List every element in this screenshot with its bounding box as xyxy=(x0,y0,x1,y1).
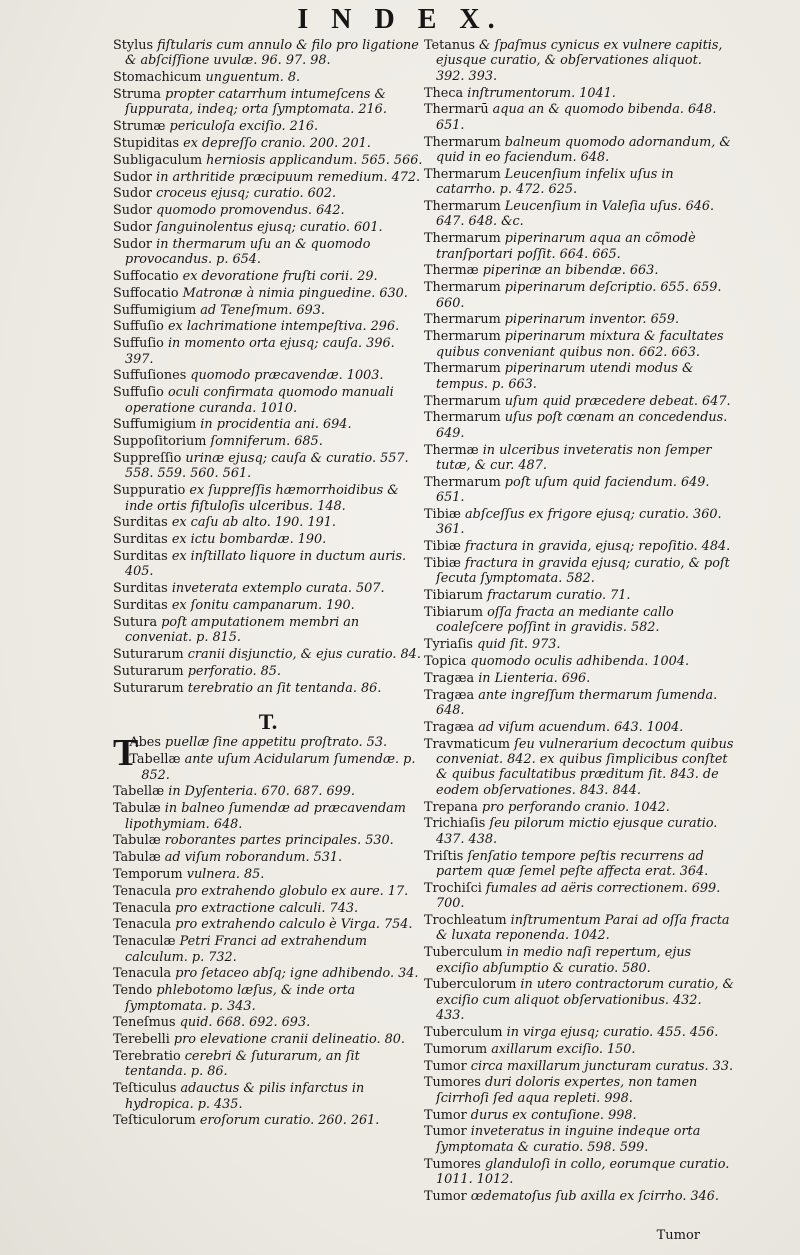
entry-headword: Thermæ xyxy=(424,263,479,279)
index-entry xyxy=(113,681,423,696)
index-entry xyxy=(113,901,423,916)
entry-description: abſceſſus ex frigore ejusq; curatio. 360. 361. xyxy=(436,507,722,538)
entry-description: in procidentia ani. 694. xyxy=(196,417,352,433)
entry-headword: Sudor xyxy=(113,203,153,219)
entry-description: pro extrahendo calculo è Virga. 754. xyxy=(171,917,413,933)
index-entry xyxy=(424,881,734,912)
entry-headword: Trepana xyxy=(424,799,478,815)
entry-headword: Struma xyxy=(113,87,162,102)
entry-headword: Sudor xyxy=(113,236,153,252)
index-entry xyxy=(113,220,423,235)
entry-description: axillarum exciſio. 150. xyxy=(487,1041,636,1057)
drop-cap: T xyxy=(113,732,139,775)
entry-description: uſum quid præcedere debeat. 647. xyxy=(500,393,731,409)
entry-headword: Theca xyxy=(424,85,464,101)
index-entry xyxy=(424,913,734,944)
index-entry xyxy=(424,539,734,554)
index-entry xyxy=(113,186,423,201)
index-entry xyxy=(113,303,423,318)
index-entry xyxy=(424,688,734,719)
entry-description: quomodo promovendus. 642. xyxy=(152,203,345,219)
entry-description: ante ingreſſum thermarum ſumenda. 648. xyxy=(436,687,718,719)
index-entry xyxy=(113,917,423,932)
index-entry xyxy=(424,86,734,101)
entry-headword: Teſticulorum xyxy=(113,1113,196,1129)
index-entry xyxy=(113,784,423,799)
entry-headword: Surditas xyxy=(113,532,168,548)
entry-headword: Tumor xyxy=(424,1188,467,1204)
entry-headword: Sudor xyxy=(113,186,153,202)
index-entry xyxy=(113,434,423,449)
entry-description: Leucenſium in Valeſia uſus. 646. 647. 648. &c. xyxy=(436,199,715,230)
index-entry xyxy=(113,286,423,301)
entry-headword: Surditas xyxy=(113,548,168,564)
left-t-entry-list xyxy=(113,732,423,1129)
page-header: I N D E X. xyxy=(297,4,503,35)
entry-headword: Suppuratio xyxy=(113,483,186,499)
index-entry xyxy=(424,945,734,976)
entry-headword: Tibiæ xyxy=(424,507,461,523)
entry-headword: Thermarum xyxy=(424,280,501,296)
index-entry xyxy=(113,1049,423,1080)
entry-description: ſeu pilorum mictio ejusque curatio. 437. 438. xyxy=(436,816,718,847)
index-entry xyxy=(424,816,734,847)
entry-headword: Thermarum xyxy=(424,231,501,247)
entry-description: inſtrumentorum. 1041. xyxy=(463,85,616,101)
left-entry-list xyxy=(113,38,423,696)
entry-description: piperinarum deſcriptio. 655. 659. 660. xyxy=(436,280,722,311)
entry-description: ſeu vulnerarium decoctum quibus conveniat. 842. ex quibus ſimplicibus conſtet & quibus facultatibus præditum ſit. 843. de eodem obſervationes. 843. 844. xyxy=(436,736,734,798)
left-column xyxy=(113,38,423,1130)
index-entry xyxy=(113,203,423,218)
entry-description: unguentum. 8. xyxy=(201,70,301,86)
entry-description: piperinarum utendi modus & tempus. p. 663. xyxy=(436,361,694,392)
entry-headword: Thermarum xyxy=(424,199,501,215)
entry-description: quid ſit. 973. xyxy=(473,637,561,653)
entry-headword: Sudor xyxy=(113,169,153,185)
entry-description: inſtrumentum Parai ad oſſa fracta & luxata reponenda. 1042. xyxy=(436,913,730,944)
section-letter-t: T. xyxy=(258,708,278,734)
entry-headword: Tumores xyxy=(424,1075,481,1091)
index-entry xyxy=(424,1075,734,1106)
entry-headword: Suffuſio xyxy=(113,385,164,401)
entry-headword: Tragæa xyxy=(424,670,475,686)
entry-headword: Tyriaſis xyxy=(424,637,474,653)
entry-headword: Suffocatio xyxy=(113,268,179,284)
entry-description: piperinarum aqua an cõmodè tranſportari poſſit. 664. 665. xyxy=(436,231,696,262)
entry-headword: Tabellæ xyxy=(129,752,181,768)
index-entry xyxy=(113,136,423,151)
index-entry xyxy=(113,1032,423,1047)
entry-description: inveterata extemplo curata. 507. xyxy=(167,581,385,597)
entry-headword: Tenacula xyxy=(113,900,172,916)
entry-headword: Suffumigium xyxy=(113,417,197,433)
entry-description: ante uſum Acidularum ſumendæ. p. 852. xyxy=(141,752,416,783)
index-entry xyxy=(424,556,734,587)
entry-description: ex depreſſo cranio. 200. 201. xyxy=(179,136,371,151)
entry-description: adauctus & pilis infarctus in hydropica. p. 435. xyxy=(125,1081,365,1112)
entry-headword: Thermarum xyxy=(424,410,501,426)
entry-headword: Terebratio xyxy=(113,1048,181,1064)
index-entry xyxy=(113,451,423,482)
entry-headword: Tragæa xyxy=(424,719,475,735)
entry-headword: Subligaculum xyxy=(113,152,203,168)
entry-headword: Tuberculum xyxy=(424,945,503,961)
index-entry xyxy=(113,647,423,662)
entry-headword: Tenaculæ xyxy=(113,934,176,950)
entry-headword: Tabulæ xyxy=(113,850,161,866)
index-entry xyxy=(113,70,423,85)
entry-description: pro ſetaceo abſq; igne adhibendo. 34. xyxy=(171,966,419,982)
entry-headword: Tabulæ xyxy=(113,801,161,817)
index-entry xyxy=(113,966,423,981)
index-entry xyxy=(424,605,734,636)
entry-headword: Stomachicum xyxy=(113,70,202,86)
entry-headword: Thermarum xyxy=(424,166,501,182)
entry-headword: Tenacula xyxy=(113,883,172,899)
entry-description: piperinarum mixtura & facultates quibus conveniant quibus non. 662. 663. xyxy=(436,329,724,360)
entry-headword: Thermarum xyxy=(424,474,501,490)
index-entry xyxy=(113,1015,423,1030)
entry-description: & ſpaſmus cynicus ex vulnere capitis, ejusque curatio, & obſervationes aliquot. 392. 393. xyxy=(436,38,723,84)
entry-headword: Tabulæ xyxy=(113,833,161,849)
entry-description: pro elevatione cranii delineatio. 80. xyxy=(169,1032,405,1048)
entry-headword: Suturarum xyxy=(113,663,184,679)
entry-description: fractura in gravida ejusq; curatio, & poſt ſecuta ſymptomata. 582. xyxy=(436,556,730,587)
index-entry xyxy=(113,549,423,580)
index-entry xyxy=(113,867,423,882)
index-entry xyxy=(424,199,734,230)
entry-description: fiſtularis cum annulo & filo pro ligatione & abſciſſione uvulæ. 96. 97. 98. xyxy=(125,38,419,69)
entry-headword: Tendo xyxy=(113,983,153,999)
entry-description: piperinæ an bibendæ. 663. xyxy=(478,263,659,279)
index-entry xyxy=(113,385,423,416)
entry-headword: Abes xyxy=(129,735,161,751)
index-entry xyxy=(424,1108,734,1123)
entry-description: piperinarum inventor. 659. xyxy=(500,312,680,328)
entry-description: in utero contractorum curatio, & exciſio cum aliquot obſervationibus. 432. 433. xyxy=(436,977,734,1024)
entry-headword: Stylus xyxy=(113,38,154,53)
right-entry-list xyxy=(424,38,734,1204)
entry-headword: Thermarum xyxy=(424,361,501,377)
entry-description: herniosis applicandum. 565. 566. xyxy=(202,152,423,168)
index-entry xyxy=(424,410,734,441)
catchword: Tumor xyxy=(656,1228,700,1243)
index-entry xyxy=(113,1081,423,1112)
index-entry xyxy=(424,280,734,311)
entry-headword: Tibiarum xyxy=(424,605,484,621)
entry-description: Petri Franci ad extrahendum calculum. p. 732. xyxy=(125,934,368,965)
entry-description: ex ſonitu campanarum. 190. xyxy=(167,597,355,613)
entry-headword: Trochiſci xyxy=(424,880,482,896)
entry-description: duri doloris expertes, non tamen ſcirrhoſi ſed aqua repleti. 998. xyxy=(436,1075,698,1106)
entry-headword: Tuberculorum xyxy=(424,977,517,993)
entry-description: propter catarrhum intumeſcens & ſuppurata, indeq; orta ſymptomata. 216. xyxy=(125,87,387,118)
entry-description: in medio naſi repertum, ejus exciſio abſumptio & curatio. 580. xyxy=(436,945,692,976)
index-entry xyxy=(113,319,423,334)
entry-headword: Suffumigium xyxy=(113,302,197,318)
entry-headword: Thermarum xyxy=(424,312,501,328)
entry-headword: Tabellæ xyxy=(113,784,165,800)
entry-headword: Tumorum xyxy=(424,1041,488,1057)
entry-description: pro perforando cranio. 1042. xyxy=(477,799,670,815)
index-entry xyxy=(113,38,423,69)
entry-headword: Tenacula xyxy=(113,966,172,982)
index-entry xyxy=(113,833,423,848)
entry-description: croceus ejusq; curatio. 602. xyxy=(152,186,337,202)
index-entry xyxy=(113,368,423,383)
entry-headword: Surditas xyxy=(113,597,168,613)
entry-headword: Suturarum xyxy=(113,646,184,662)
index-entry xyxy=(113,515,423,530)
entry-description: in Dyſenteria. 670. 687. 699. xyxy=(164,784,355,800)
entry-description: ad viſum acuendum. 643. 1004. xyxy=(474,719,684,735)
entry-description: ex ſuppreſſis hæmorrhoidibus & inde ortis fiſtuloſis ulceribus. 148. xyxy=(125,483,399,514)
entry-headword: Strumæ xyxy=(113,119,166,135)
entry-description: œdematoſus ſub axilla ex ſcirrho. 346. xyxy=(466,1188,719,1204)
entry-description: in thermarum uſu an & quomodo provocandus. p. 654. xyxy=(125,236,371,268)
entry-headword: Suffuſiones xyxy=(113,368,187,384)
index-entry xyxy=(113,269,423,284)
index-entry xyxy=(424,800,734,815)
entry-description: poſt uſum quid faciendum. 649. 651. xyxy=(436,474,710,506)
entry-description: durus ex contuſione. 998. xyxy=(466,1107,637,1123)
entry-description: fractura in gravida, ejusq; repoſitio. 484. xyxy=(460,539,731,555)
index-entry xyxy=(424,637,734,652)
entry-headword: Surditas xyxy=(113,515,168,531)
entry-description: fractarum curatio. 71. xyxy=(483,588,631,604)
index-entry xyxy=(113,237,423,268)
index-entry xyxy=(113,598,423,613)
index-entry xyxy=(424,394,734,409)
entry-headword: Tetanus xyxy=(424,38,475,53)
entry-description: oſſa fracta an mediante callo coaleſcere poſſint in gravidis. 582. xyxy=(436,605,674,636)
entry-description: uſus poſt cœnam an concedendus. 649. xyxy=(436,410,728,441)
entry-description: in Lienteria. 696. xyxy=(474,670,591,686)
entry-headword: Thermarū xyxy=(424,102,489,118)
entry-description: in virga ejusq; curatio. 455. 456. xyxy=(502,1025,719,1041)
index-entry xyxy=(424,312,734,327)
entry-headword: Tibiarum xyxy=(424,588,484,604)
index-entry xyxy=(113,87,423,118)
index-entry xyxy=(113,801,423,832)
index-entry xyxy=(113,483,423,514)
entry-headword: Tumor xyxy=(424,1107,467,1123)
entry-headword: Suppreſſio xyxy=(113,450,182,466)
entry-headword: Stupiditas xyxy=(113,136,180,151)
entry-description: quomodo præcavendæ. 1003. xyxy=(186,368,384,384)
index-entry xyxy=(113,170,423,185)
entry-description: phlebotomo læſus, & inde orta ſymptomata. p. 343. xyxy=(125,983,356,1014)
entry-description: balneum quomodo adornandum, & quid in eo faciendum. 648. xyxy=(436,134,731,166)
entry-description: roborantes partes principales. 530. xyxy=(160,833,394,849)
entry-headword: Sudor xyxy=(113,219,153,235)
entry-headword: Travmaticum xyxy=(424,736,511,752)
index-entry xyxy=(113,119,423,134)
entry-headword: Tuberculum xyxy=(424,1025,503,1041)
entry-description: in momento orta ejusq; cauſa. 396. 397. xyxy=(125,336,395,367)
entry-description: ad Teneſmum. 693. xyxy=(196,302,325,318)
entry-headword: Tragæa xyxy=(424,687,475,703)
entry-description: in arthritide præcipuum remedium. 472. xyxy=(152,169,421,185)
entry-headword: Thermarum xyxy=(424,134,501,150)
entry-headword: Teſticulus xyxy=(113,1081,177,1097)
index-entry xyxy=(424,167,734,198)
index-entry xyxy=(113,153,423,168)
entry-headword: Temporum xyxy=(113,866,183,882)
entry-description: ex lachrimatione intempeſtiva. 296. xyxy=(163,319,400,335)
entry-headword: Tumor xyxy=(424,1124,467,1140)
entry-description: ex devoratione fruſti corii. 29. xyxy=(178,268,378,284)
index-entry xyxy=(424,102,734,133)
entry-description: in ulceribus inveteratis non ſemper tutæ, & cur. 487. xyxy=(436,442,712,474)
entry-headword: Tumor xyxy=(424,1058,467,1074)
index-entry xyxy=(424,1025,734,1040)
index-entry xyxy=(113,581,423,596)
entry-headword: Tibiæ xyxy=(424,539,461,555)
entry-description: periculoſa exciſio. 216. xyxy=(165,119,319,135)
index-entry xyxy=(424,231,734,262)
index-entry xyxy=(424,671,734,686)
index-entry xyxy=(424,135,734,166)
index-entry xyxy=(424,849,734,880)
entry-headword: Thermæ xyxy=(424,442,479,458)
index-entry xyxy=(113,884,423,899)
index-entry xyxy=(113,664,423,679)
entry-description: oculi confirmata quomodo manuali operatione curanda. 1010. xyxy=(125,385,394,416)
entry-headword: Terebelli xyxy=(113,1032,170,1048)
entry-headword: Triſtis xyxy=(424,848,464,864)
entry-description: in balneo ſumendæ ad præcavendam lipothymiam. 648. xyxy=(125,801,406,832)
index-entry xyxy=(424,361,734,392)
index-entry xyxy=(424,38,734,84)
entry-headword: Surditas xyxy=(113,581,168,597)
index-entry xyxy=(424,263,734,278)
entry-description: eroſorum curatio. 260. 261. xyxy=(195,1113,380,1129)
entry-description: ſenſatio tempore peſtis recurrens ad partem quæ ſemel peſte affecta erat. 364. xyxy=(436,848,709,880)
entry-description: perforatio. 85. xyxy=(183,663,281,679)
index-entry xyxy=(424,1042,734,1057)
entry-description: Matronæ à nimia pinguedine. 630. xyxy=(178,285,408,301)
entry-headword: Suffocatio xyxy=(113,285,179,301)
index-entry xyxy=(424,329,734,360)
index-entry xyxy=(113,615,423,646)
entry-description: inveteratus in inguine indeque orta ſymptomata & curatio. 598. 599. xyxy=(436,1124,701,1155)
entry-description: Leucenſium infelix uſus in catarrho. p. 472. 625. xyxy=(436,166,674,198)
entry-headword: Sutura xyxy=(113,614,158,630)
entry-description: circa maxillarum juncturam curatus. 33. xyxy=(466,1058,734,1074)
entry-description: pro extrahendo globulo ex aure. 17. xyxy=(171,883,409,899)
entry-description: puellæ ſine appetitu proſtrato. 53. xyxy=(160,735,388,751)
entry-description: fumales ad aëris correctionem. 699. 700. xyxy=(436,880,721,912)
right-column xyxy=(424,38,734,1206)
index-entry xyxy=(424,720,734,735)
entry-headword: Topica xyxy=(424,654,467,670)
entry-description: vulnera. 85. xyxy=(182,866,265,882)
entry-description: ex caſu ab alto. 190. 191. xyxy=(167,515,336,531)
entry-description: pro extractione calculi. 743. xyxy=(171,900,359,916)
entry-description: ad viſum roborandum. 531. xyxy=(160,850,343,866)
entry-description: cerebri & ſuturarum, an ſit tentanda. p. 86. xyxy=(125,1048,360,1080)
entry-headword: Tumores xyxy=(424,1156,481,1172)
entry-description: urinæ ejusq; cauſa & curatio. 557. 558. 559. 560. 561. xyxy=(125,450,409,482)
entry-headword: Suturarum xyxy=(113,680,184,696)
index-entry xyxy=(424,1157,734,1188)
index-entry xyxy=(424,443,734,474)
index-entry xyxy=(113,417,423,432)
entry-description: aqua an & quomodo bibenda. 648. 651. xyxy=(436,102,717,133)
index-entry xyxy=(424,977,734,1023)
index-entry xyxy=(113,752,423,783)
entry-headword: Suffuſio xyxy=(113,336,164,352)
index-entry xyxy=(424,1189,734,1204)
index-entry xyxy=(424,737,734,799)
entry-description: quid. 668. 692. 693. xyxy=(175,1015,311,1031)
index-entry xyxy=(113,934,423,965)
entry-headword: Thermarum xyxy=(424,329,501,345)
entry-description: ſanguinolentus ejusq; curatio. 601. xyxy=(152,219,383,235)
entry-headword: Trochleatum xyxy=(424,913,507,929)
index-entry xyxy=(424,507,734,538)
index-entry xyxy=(113,1113,423,1128)
index-entry xyxy=(113,336,423,367)
entry-description: poſt amputationem membri an conveniat. p. 815. xyxy=(125,614,360,646)
entry-headword: Tenacula xyxy=(113,917,172,933)
entry-headword: Teneſmus xyxy=(113,1015,176,1031)
index-entry xyxy=(424,1059,734,1074)
entry-description: cranii disjunctio, & ejus curatio. 84. xyxy=(183,646,421,662)
entry-headword: Thermarum xyxy=(424,393,501,409)
entry-headword: Suppoſitorium xyxy=(113,434,207,450)
index-entry xyxy=(113,983,423,1014)
entry-headword: Tibiæ xyxy=(424,556,461,572)
entry-description: ex inſtillato liquore in ductum auris. 405. xyxy=(125,548,407,580)
index-entry xyxy=(424,588,734,603)
entry-description: ſomniferum. 685. xyxy=(206,434,323,450)
index-entry xyxy=(424,654,734,669)
index-entry xyxy=(113,850,423,865)
entry-description: terebratio an ſit tentanda. 86. xyxy=(183,680,382,696)
entry-headword: Trichiaſis xyxy=(424,816,486,832)
entry-description: glanduloſi in collo, eorumque curatio. 1011. 1012. xyxy=(436,1156,730,1188)
index-entry xyxy=(113,532,423,547)
index-entry xyxy=(424,1124,734,1155)
index-entry xyxy=(424,475,734,506)
entry-headword: Suffuſio xyxy=(113,319,164,335)
entry-description: quomodo oculis adhibenda. 1004. xyxy=(466,654,690,670)
entry-description: ex ictu bombardæ. 190. xyxy=(167,532,327,548)
